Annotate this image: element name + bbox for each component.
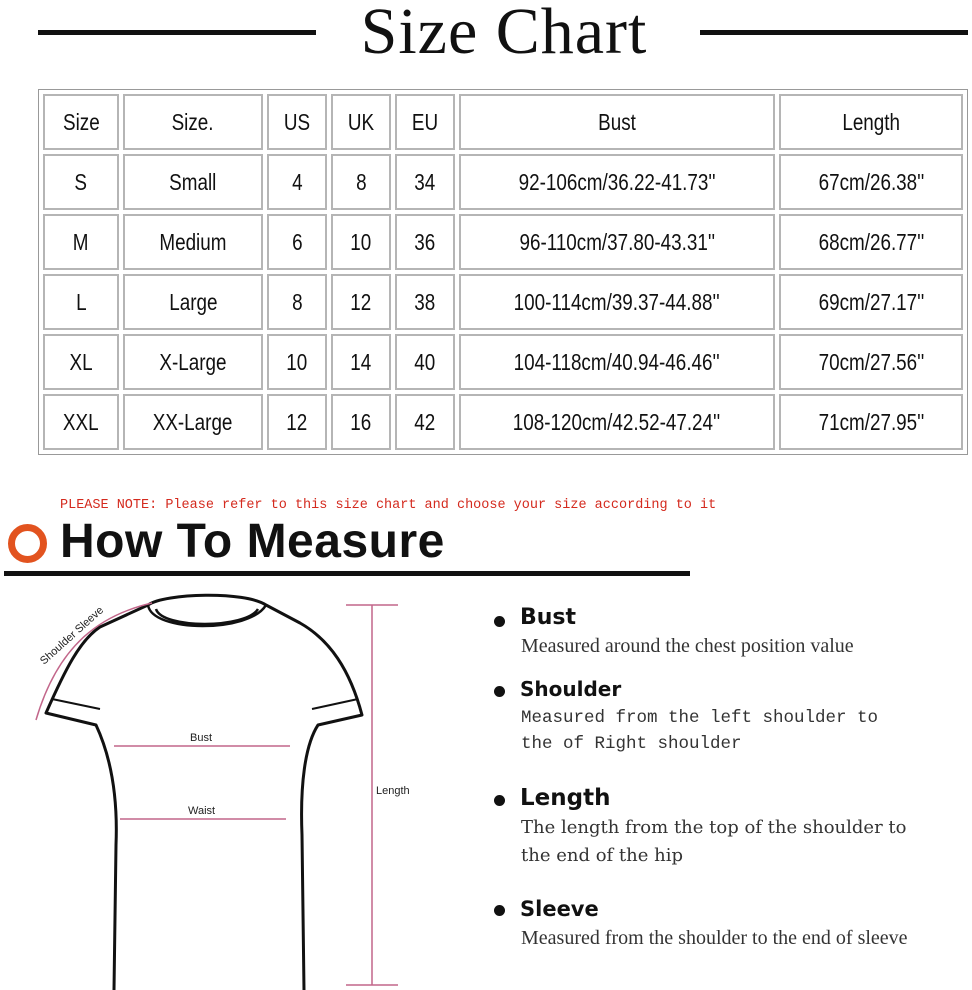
table-cell: Medium [123,214,263,270]
table-cell: XXL [43,394,119,450]
bullet-icon [494,905,505,916]
table-cell: 69cm/27.17'' [779,274,963,330]
table-cell: 100-114cm/39.37-44.88'' [459,274,775,330]
header-cell: UK [331,94,391,150]
table-row [43,214,963,270]
title-rule-left [38,30,316,35]
measure-item-name: Shoulder [520,677,622,701]
table-cell: 38 [395,274,455,330]
table-cell: XX-Large [123,394,263,450]
table-cell: 42 [395,394,455,450]
measure-item-name: Length [520,785,611,811]
shoulder-sleeve-label: Shoulder Sleeve [37,604,107,668]
sleeve-hem-right [312,699,358,709]
header-cell: Length [779,94,963,150]
header-cell: Size [43,94,119,150]
measure-item-desc: Measured from the shoulder to the end of sleeve [521,927,908,949]
sleeve-hem-left [52,699,100,709]
please-note-text: PLEASE NOTE: Please refer to this size chart and choose your size according to it [60,498,717,513]
bust-label: Bust [190,732,213,744]
table-cell: 68cm/26.77'' [779,214,963,270]
table-cell: S [43,154,119,210]
tshirt-collar [148,605,266,626]
tshirt-outline [46,595,362,990]
table-cell: 67cm/26.38'' [779,154,963,210]
table-row [43,334,963,390]
header-cell: US [267,94,327,150]
tshirt-diagram [0,585,470,990]
table-cell: 108-120cm/42.52-47.24'' [459,394,775,450]
size-chart-header [0,0,972,70]
table-header-row [43,94,963,150]
measure-item-desc: Measured around the chest position value [521,635,854,657]
table-cell: 4 [267,154,327,210]
ring-icon [8,524,47,563]
table-cell: 10 [331,214,391,270]
header-cell: Size. [123,94,263,150]
table-cell: 12 [331,274,391,330]
table-cell: 14 [331,334,391,390]
bullet-icon [494,686,505,697]
table-cell: M [43,214,119,270]
table-cell: 6 [267,214,327,270]
table-cell: 10 [267,334,327,390]
table-cell: 92-106cm/36.22-41.73'' [459,154,775,210]
table-cell: X-Large [123,334,263,390]
page-title: Size Chart [360,0,648,68]
table-cell: 104-118cm/40.94-46.46'' [459,334,775,390]
table-cell: 70cm/27.56'' [779,334,963,390]
table-row [43,274,963,330]
waist-label: Waist [188,805,216,817]
table-cell: 16 [331,394,391,450]
bullet-icon [494,795,505,806]
header-cell: EU [395,94,455,150]
table-cell: 96-110cm/37.80-43.31'' [459,214,775,270]
table-row [43,154,963,210]
how-to-measure-title: How To Measure [60,515,445,568]
table-cell: XL [43,334,119,390]
bullet-icon [494,616,505,627]
table-cell: 8 [331,154,391,210]
header-cell: Bust [459,94,775,150]
measure-item-name: Bust [520,605,577,630]
table-cell: 40 [395,334,455,390]
measure-item-name: Sleeve [520,897,599,921]
measure-item-desc: Measured from the left shoulder to the of Right shoulder [521,708,879,754]
measure-item-desc: The length from the top of the shoulder to the end of the hip [521,817,907,866]
table-cell: Small [123,154,263,210]
table-cell: 8 [267,274,327,330]
table-cell: Large [123,274,263,330]
table-cell: L [43,274,119,330]
table-cell: 34 [395,154,455,210]
table-cell: 36 [395,214,455,270]
table-row [43,394,963,450]
size-table [38,89,968,455]
title-rule-right [700,30,968,35]
section-underline [4,571,690,576]
length-label: Length [376,785,410,797]
table-cell: 12 [267,394,327,450]
table-cell: 71cm/27.95'' [779,394,963,450]
